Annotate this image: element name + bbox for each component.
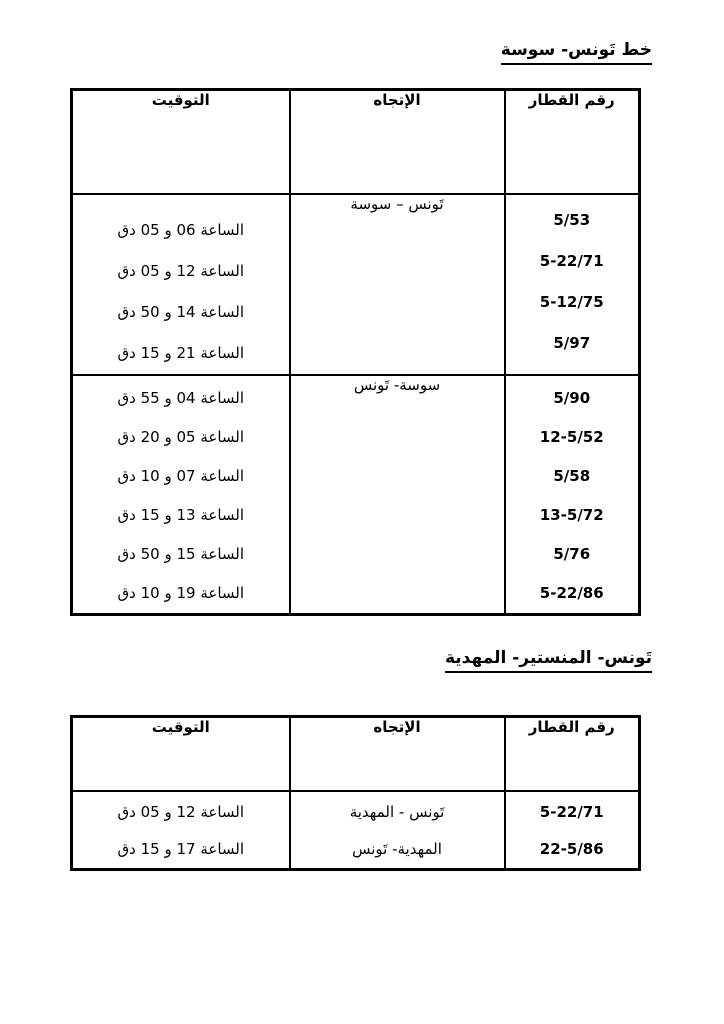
timetable-tunis-sousse xyxy=(70,88,641,616)
times-list xyxy=(73,792,289,868)
direction-text: تَونس - المهدية xyxy=(349,803,445,821)
section-title-tunis-sousse-line xyxy=(501,40,652,65)
time-entry: الساعة 14 و 50 دق xyxy=(117,303,245,321)
header-time: التوقيت xyxy=(72,90,290,194)
direction-text: سوسة- تَونس xyxy=(353,375,441,394)
header-time: التوقيت xyxy=(72,717,290,791)
train-numbers-cell xyxy=(505,375,640,615)
direction-text: تَونس – سوسة xyxy=(350,194,444,213)
train-number: 5-22/86 xyxy=(539,584,604,602)
directions-list xyxy=(291,792,504,868)
train-number: 13-5/72 xyxy=(539,506,604,524)
table-row-sousse-to-tunis xyxy=(72,375,640,615)
train-numbers-list xyxy=(506,792,639,868)
header-direction: الإتجاه xyxy=(290,90,505,194)
time-entry: الساعة 06 و 05 دق xyxy=(117,221,245,239)
time-entry: الساعة 13 و 15 دق xyxy=(117,506,245,524)
times-cell xyxy=(72,375,290,615)
time-entry: الساعة 12 و 05 دق xyxy=(117,262,245,280)
time-entry: الساعة 17 و 15 دق xyxy=(117,840,245,858)
table-row-tunis-mahdia xyxy=(72,791,640,870)
train-numbers-cell xyxy=(505,194,640,375)
section-title-tunis-monastir-mahdia-line xyxy=(445,648,652,673)
direction-cell xyxy=(290,194,505,375)
time-entry: الساعة 04 و 55 دق xyxy=(117,389,245,407)
train-number: 5/97 xyxy=(553,334,591,352)
train-numbers-cell xyxy=(505,791,640,870)
time-entry: الساعة 15 و 50 دق xyxy=(117,545,245,563)
time-entry: الساعة 07 و 10 دق xyxy=(117,467,245,485)
train-number: 5/53 xyxy=(553,211,591,229)
train-numbers-list xyxy=(506,376,639,613)
table-header-row xyxy=(72,717,640,791)
times-list xyxy=(73,195,289,374)
direction-text: المهدية- تَونس xyxy=(352,840,442,858)
times-cell xyxy=(72,791,290,870)
times-cell xyxy=(72,194,290,375)
section-title-text: خط تَونس- سوسة xyxy=(501,40,652,65)
train-number: 5-22/71 xyxy=(539,252,604,270)
table-row-tunis-to-sousse xyxy=(72,194,640,375)
train-number: 5/76 xyxy=(553,545,591,563)
section-title-text: تَونس- المنستير- المهدية xyxy=(445,648,652,673)
train-number: 22-5/86 xyxy=(539,840,604,858)
train-number: 12-5/52 xyxy=(539,428,604,446)
header-direction: الإتجاه xyxy=(290,717,505,791)
direction-cell xyxy=(290,791,505,870)
train-numbers-list xyxy=(506,195,639,364)
time-entry: الساعة 21 و 15 دق xyxy=(117,344,245,362)
time-entry: الساعة 05 و 20 دق xyxy=(117,428,245,446)
header-train-number: رقم القطار xyxy=(505,717,640,791)
timetable-tunis-monastir-mahdia xyxy=(70,715,641,871)
direction-cell xyxy=(290,375,505,615)
train-number: 5/90 xyxy=(553,389,591,407)
header-train-number: رقم القطار xyxy=(505,90,640,194)
train-number: 5-22/71 xyxy=(539,803,604,821)
time-entry: الساعة 19 و 10 دق xyxy=(117,584,245,602)
times-list xyxy=(73,376,289,613)
time-entry: الساعة 12 و 05 دق xyxy=(117,803,245,821)
train-number: 5/58 xyxy=(553,467,591,485)
train-number: 5-12/75 xyxy=(539,293,604,311)
table-header-row xyxy=(72,90,640,194)
